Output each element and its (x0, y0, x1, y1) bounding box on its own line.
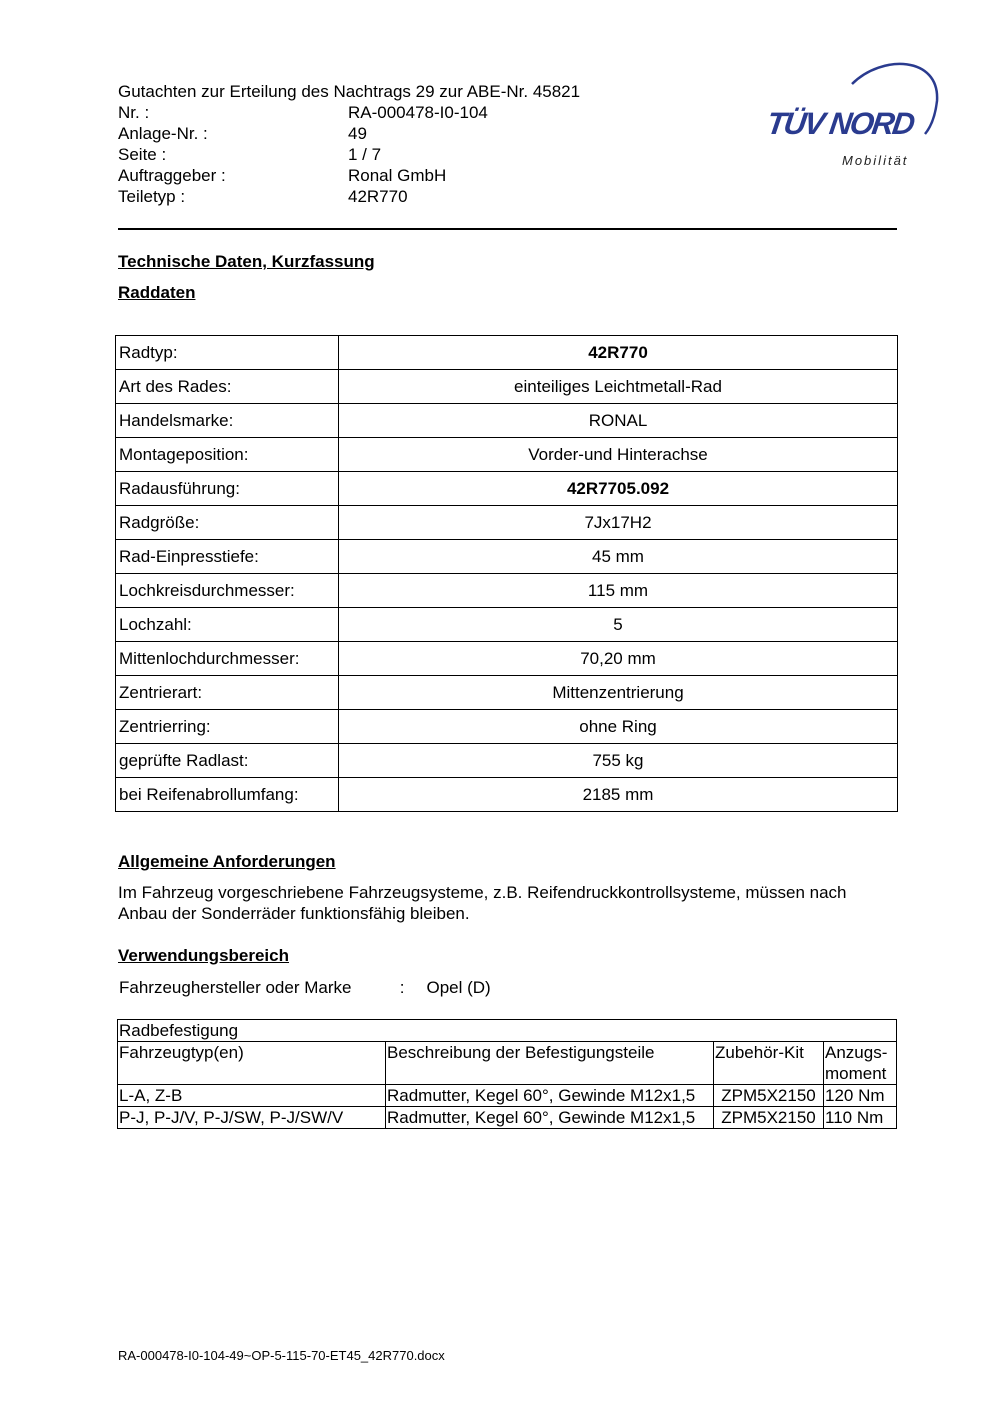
header-row (118, 144, 580, 165)
table-row (118, 1107, 897, 1129)
header-divider (118, 228, 897, 230)
row-label: Art des Rades: (116, 370, 339, 404)
fastener-description: Radmutter, Kegel 60°, Gewinde M12x1,5 (386, 1107, 714, 1129)
header-row (118, 186, 580, 207)
row-label: Montageposition: (116, 438, 339, 472)
header-row (118, 102, 580, 123)
row-value: 42R7705.092 (339, 472, 898, 506)
table-row (116, 778, 898, 812)
header-title: Gutachten zur Erteilung des Nachtrags 29 zur ABE-Nr. 45821 (118, 82, 581, 101)
maker-value: Opel (D) (426, 978, 491, 997)
column-header: Anzugs-moment (824, 1042, 897, 1085)
table-header-row (118, 1042, 897, 1085)
column-header: Beschreibung der Befestigungsteile (386, 1042, 714, 1085)
logo-subtitle: Mobilität (842, 153, 909, 168)
row-value: 5 (339, 608, 898, 642)
section-heading-tech: Technische Daten, Kurzfassung (118, 252, 375, 271)
table-row (116, 676, 898, 710)
row-value: Mittenzentrierung (339, 676, 898, 710)
row-label: bei Reifenabrollumfang: (116, 778, 339, 812)
header-label: Teiletyp : (118, 187, 186, 206)
row-value: 42R770 (339, 336, 898, 370)
row-label: Mittenlochdurchmesser: (116, 642, 339, 676)
allgemein-paragraph: Im Fahrzeug vorgeschriebene Fahrzeugsysteme, z.B. Reifendruckkontrollsysteme, müssen nach Anbau der Sonderräder funktionsfähig bleiben. (118, 883, 847, 923)
column-header: Zubehör-Kit (714, 1042, 824, 1085)
section-heading-raddaten: Raddaten (118, 283, 196, 302)
wheel-data-table (115, 335, 898, 812)
header-row (118, 165, 580, 186)
accessory-kit: ZPM5X2150 (714, 1085, 824, 1107)
accessory-kit: ZPM5X2150 (714, 1107, 824, 1129)
document-header (118, 81, 580, 207)
table-caption: Radbefestigung (118, 1020, 897, 1042)
table-row (116, 404, 898, 438)
row-label: Radtyp: (116, 336, 339, 370)
table-row (116, 710, 898, 744)
table-row (116, 370, 898, 404)
row-value: 2185 mm (339, 778, 898, 812)
header-value: Ronal GmbH (348, 166, 447, 185)
row-value: 45 mm (339, 540, 898, 574)
vehicle-maker-line (119, 978, 491, 998)
column-header: Fahrzeugtyp(en) (118, 1042, 386, 1085)
header-label: Anlage-Nr. : (118, 124, 208, 143)
table-row (116, 438, 898, 472)
tuv-nord-logo (762, 56, 942, 176)
header-label: Auftraggeber : (118, 166, 226, 185)
maker-separator: : (399, 978, 405, 997)
row-value: RONAL (339, 404, 898, 438)
table-caption-row (118, 1020, 897, 1042)
maker-label: Fahrzeughersteller oder Marke (119, 978, 352, 997)
table-row (116, 642, 898, 676)
footer-filename: RA-000478-I0-104-49~OP-5-115-70-ET45_42R770.docx (118, 1348, 445, 1363)
row-label: Rad-Einpresstiefe: (116, 540, 339, 574)
table-row (116, 574, 898, 608)
fastener-description: Radmutter, Kegel 60°, Gewinde M12x1,5 (386, 1085, 714, 1107)
table-row (116, 336, 898, 370)
table-row (118, 1085, 897, 1107)
row-label: Radgröße: (116, 506, 339, 540)
row-value: 755 kg (339, 744, 898, 778)
header-value: 49 (348, 124, 367, 143)
row-value: einteiliges Leichtmetall-Rad (339, 370, 898, 404)
row-label: geprüfte Radlast: (116, 744, 339, 778)
row-label: Radausführung: (116, 472, 339, 506)
table-row (116, 472, 898, 506)
section-heading-allgemein: Allgemeine Anforderungen (118, 852, 336, 871)
row-value: Vorder-und Hinterachse (339, 438, 898, 472)
header-row (118, 123, 580, 144)
header-label: Nr. : (118, 103, 150, 122)
row-value: 70,20 mm (339, 642, 898, 676)
row-value: 115 mm (339, 574, 898, 608)
table-row (116, 506, 898, 540)
row-value: ohne Ring (339, 710, 898, 744)
torque: 110 Nm (824, 1107, 897, 1129)
torque: 120 Nm (824, 1085, 897, 1107)
header-label: Seite : (118, 145, 167, 164)
row-label: Handelsmarke: (116, 404, 339, 438)
row-label: Zentrierart: (116, 676, 339, 710)
table-row (116, 540, 898, 574)
section-heading-verwendung: Verwendungsbereich (118, 946, 289, 965)
vehicle-types: P-J, P-J/V, P-J/SW, P-J/SW/V (118, 1107, 386, 1129)
row-label: Zentrierring: (116, 710, 339, 744)
mounting-table (117, 1019, 897, 1129)
table-row (116, 608, 898, 642)
row-label: Lochzahl: (116, 608, 339, 642)
table-row (116, 744, 898, 778)
logo-name: TÜV NORD (764, 106, 916, 141)
row-label: Lochkreisdurchmesser: (116, 574, 339, 608)
header-value: 42R770 (348, 187, 408, 206)
header-value: 1 / 7 (348, 145, 382, 164)
row-value: 7Jx17H2 (339, 506, 898, 540)
vehicle-types: L-A, Z-B (118, 1085, 386, 1107)
header-value: RA-000478-I0-104 (348, 103, 488, 122)
